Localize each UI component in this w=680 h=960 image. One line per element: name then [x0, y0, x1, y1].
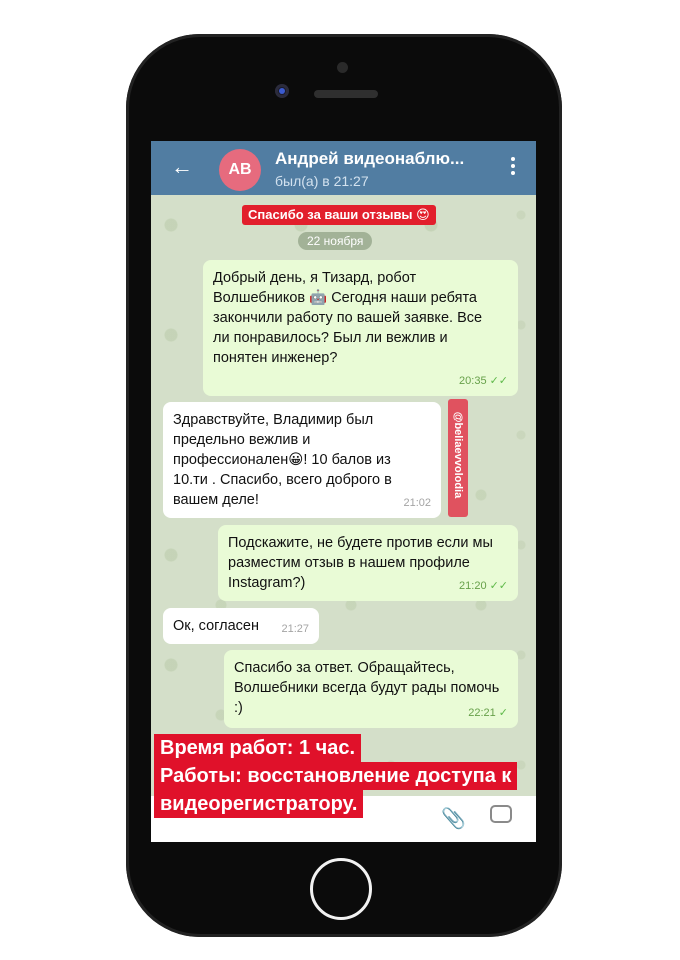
avatar[interactable]: AB: [219, 149, 261, 191]
message-bubble-outgoing[interactable]: [224, 650, 518, 728]
message-bubble-outgoing[interactable]: [203, 260, 518, 396]
front-camera-icon: [275, 84, 289, 98]
chat-header: [151, 141, 536, 195]
message-text: Здравствуйте, Владимир был предельно вежлив и профессионален😀! 10 балов из 10.ти . Спасибо, всего доброго в вашем деле!: [173, 412, 392, 508]
message-time: 22:21 ✓: [468, 707, 508, 719]
paperclip-icon[interactable]: 📎: [441, 808, 466, 830]
double-check-icon: ✓✓: [489, 375, 508, 387]
message-bubble-incoming[interactable]: [163, 402, 441, 518]
earpiece-speaker: [314, 90, 378, 98]
message-text: Подскажите, не будете против если мы разместим отзыв в нашем профиле Instagram?): [228, 535, 493, 591]
message-time: 21:27: [281, 623, 309, 635]
message-bubble-incoming[interactable]: [163, 608, 319, 644]
more-menu-icon[interactable]: [510, 155, 516, 179]
message-bubble-outgoing[interactable]: [218, 525, 518, 601]
caption-line: видеорегистратору.: [154, 790, 363, 818]
check-icon: ✓: [498, 707, 508, 719]
double-check-icon: ✓✓: [489, 580, 508, 592]
message-text: Спасибо за ответ. Обращайтесь, Волшебники всегда будут рады помочь :): [234, 660, 500, 716]
back-arrow-icon[interactable]: ←: [171, 154, 193, 179]
work-caption: [154, 734, 524, 818]
last-seen-status: был(а) в 21:27: [275, 173, 369, 189]
message-time: 21:02: [403, 497, 431, 509]
watermark: @beliaevvolodia: [448, 399, 468, 517]
message-time: 20:35 ✓✓: [459, 375, 508, 387]
thanks-banner: Спасибо за ваши отзывы 😍: [242, 205, 436, 225]
date-separator: 22 ноября: [298, 232, 372, 250]
message-text: Ок, согласен: [173, 618, 259, 634]
home-button[interactable]: [310, 858, 372, 920]
caption-line: Работы: восстановление доступа к: [154, 762, 517, 790]
message-text: Добрый день, я Тизард, робот Волшебников 🤖 Сегодня наши ребята закончили работу по вашей заявке. Все ли понравилось? Был ли вежлив и понятен инженер?: [213, 270, 483, 366]
sensor-dot: [337, 62, 348, 73]
contact-name[interactable]: Андрей видеонаблю...: [275, 149, 465, 168]
message-time: 21:20 ✓✓: [459, 580, 508, 592]
caption-line: Время работ: 1 час.: [154, 734, 361, 762]
